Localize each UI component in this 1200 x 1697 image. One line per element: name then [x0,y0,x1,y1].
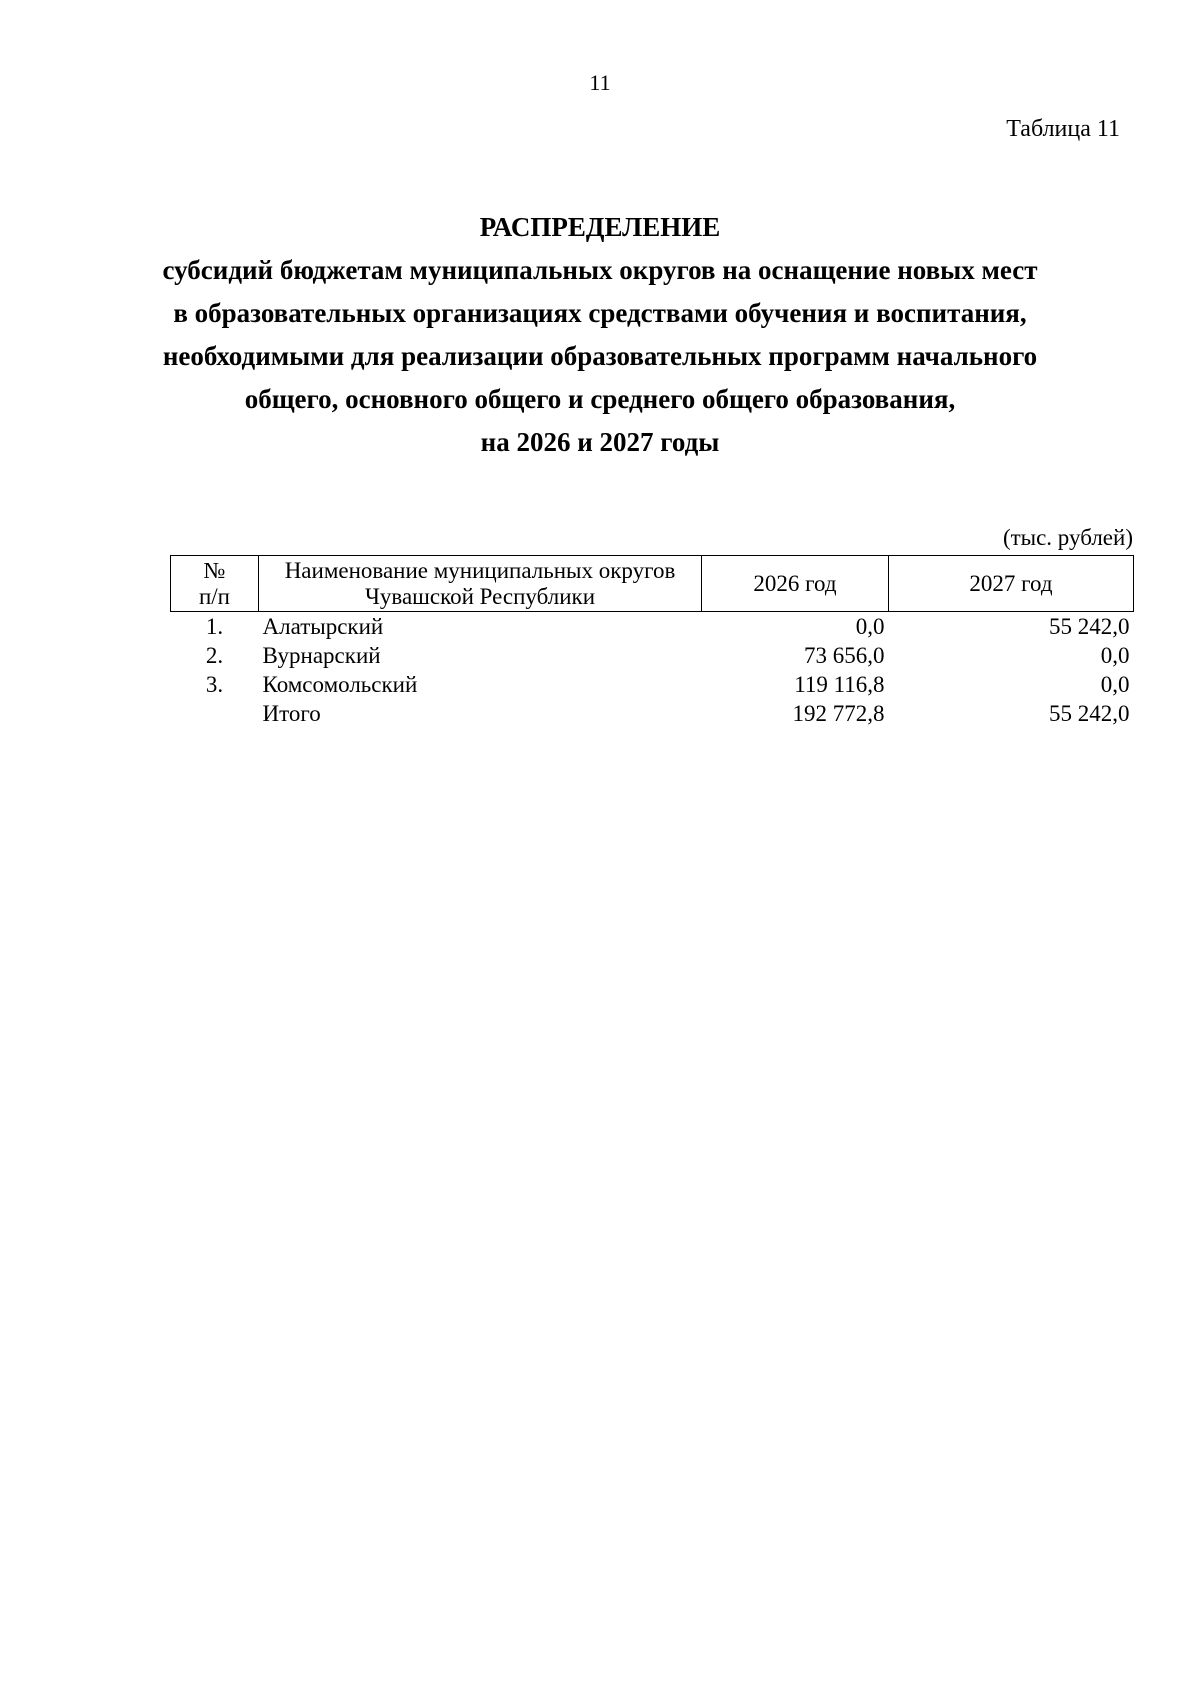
header-2026: 2026 год [702,556,889,612]
table-row [171,641,1134,670]
row-number: 3. [205,672,224,697]
title-line-1: субсидий бюджетам муниципальных округов на оснащение новых мест [162,255,1038,285]
row-name: Вурнарский [262,643,381,668]
header-name [259,556,702,612]
header-number-line-2: п/п [198,583,230,609]
header-name-line-1: Наименование муниципальных округов [284,557,676,583]
row-value-2026: 119 116,8 [794,672,885,697]
row-number: 1. [205,614,224,639]
table-row [171,612,1134,642]
distribution-table [170,555,1134,728]
row-number: 2. [205,643,224,668]
units-label: (тыс. рублей) [1002,525,1133,550]
header-number [171,556,259,612]
row-value-2027: 0,0 [1100,643,1130,668]
header-2027: 2027 год [889,556,1134,612]
title-line-5: на 2026 и 2027 годы [480,427,720,457]
title-line-4: общего, основного общего и среднего общего образования, [244,384,956,414]
row-value-2026: 192 772,8 [792,701,885,726]
table-row [171,670,1134,699]
row-value-2027: 55 242,0 [1049,701,1130,726]
row-value-2027: 55 242,0 [1049,614,1130,639]
row-value-2027: 0,0 [1100,672,1130,697]
table-label: Таблица 11 [1006,116,1120,142]
header-number-line-1: № [203,557,226,583]
header-name-line-2: Чувашской Республики [364,583,596,609]
table-header-row [171,556,1134,612]
title-heading: РАСПРЕДЕЛЕНИЕ [479,212,721,242]
row-name: Итого [262,701,321,726]
title-line-2: в образовательных организациях средствами обучения и воспитания, [173,298,1027,328]
table-total-row [171,699,1134,728]
row-name: Алатырский [262,614,384,639]
document-title [100,206,1100,464]
row-value-2026: 0,0 [855,614,885,639]
row-name: Комсомольский [262,672,418,697]
row-value-2026: 73 656,0 [804,643,885,668]
row-number [171,699,259,728]
title-line-3: необходимыми для реализации образовательных программ начального [162,341,1038,371]
page-number: 11 [589,70,611,95]
